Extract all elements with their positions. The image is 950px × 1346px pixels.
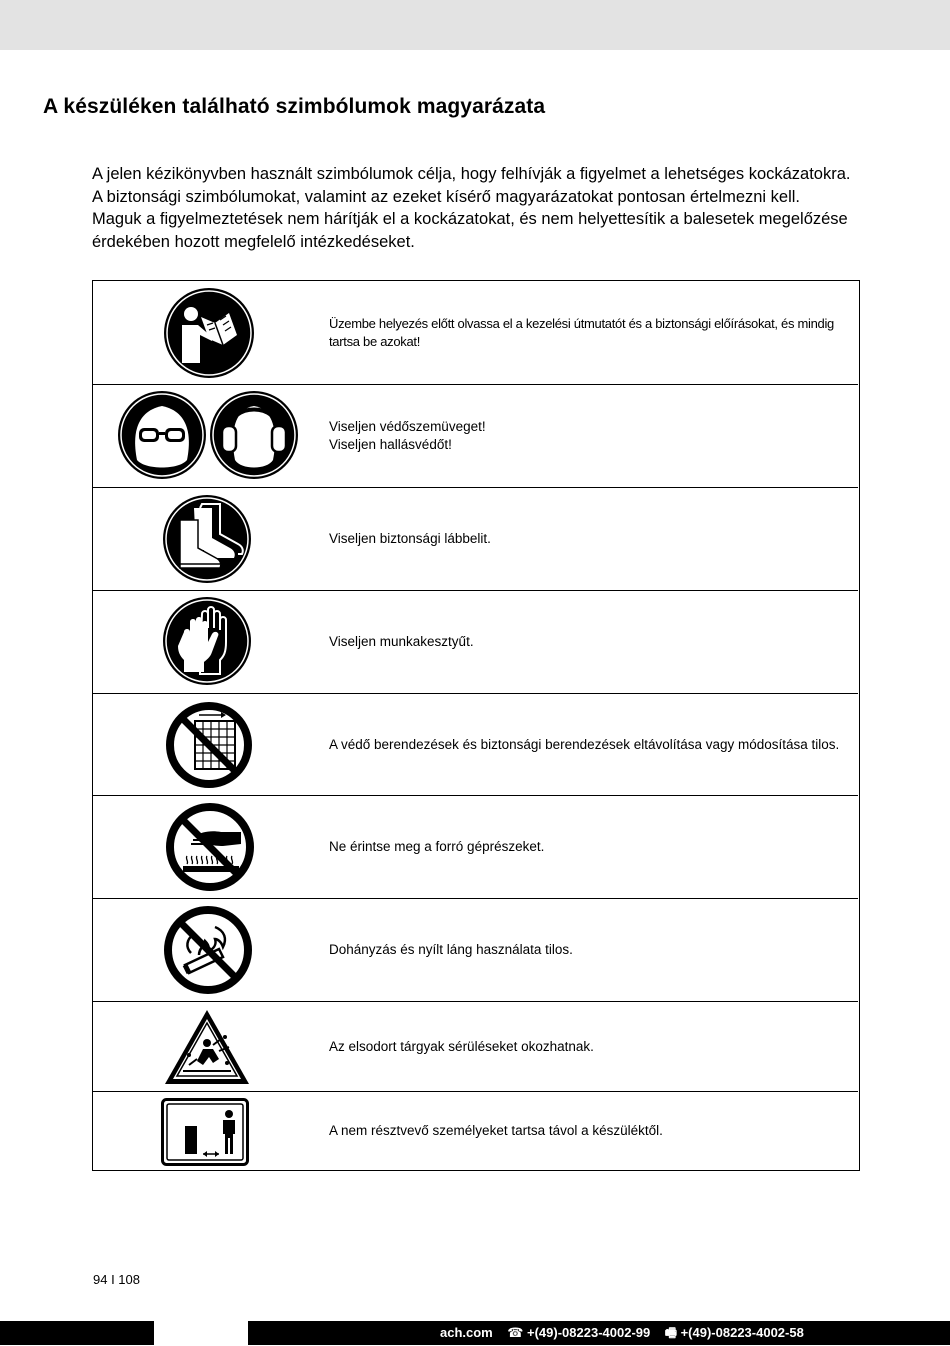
footer-fax: 🖷 +(49)-08223-4002-58	[664, 1325, 804, 1340]
goggles-icon	[117, 390, 207, 480]
footer-phone: ☎ +(49)-08223-4002-99	[507, 1325, 651, 1340]
symbol-row	[93, 385, 858, 488]
safety-boots-icon	[162, 494, 252, 584]
symbol-description: Az elsodort tárgyak sérüléseket okozhatnak.	[329, 1038, 594, 1054]
symbol-description: Viseljen védőszemüveget!	[329, 419, 486, 434]
symbol-row	[93, 694, 858, 796]
symbol-row	[93, 1002, 858, 1092]
symbol-description: Viseljen hallásvédőt!	[329, 437, 452, 452]
symbol-description: Viseljen munkakesztyűt.	[329, 634, 474, 649]
symbol-row	[93, 281, 858, 385]
ear-protection-icon	[209, 390, 299, 480]
read-manual-icon	[163, 287, 255, 379]
gloves-icon	[162, 596, 252, 686]
symbol-row	[93, 796, 858, 899]
symbol-row	[93, 591, 858, 694]
no-guard-removal-icon	[165, 701, 253, 789]
footer-website[interactable]: ach.com	[440, 1325, 493, 1340]
intro-paragraph: A jelen kézikönyvben használt szimbólumok célja, hogy felhívják a figyelmet a lehetséges kockázatokra. A biztonsági szimbólumokat, valamint az ezeket kísérő magyarázatokat pontosan értelmezni kell. Maguk a figyelmeztetések nem hárítják el a kockázatokat, és nem helyettesítik a balesetek megelőzése érdekében hozott megfelelő intézkedéseket.	[92, 165, 851, 251]
symbol-description: Üzembe helyezés előtt olvassa el a kezelési útmutatót és a biztonsági előírásokat, és mindig tartsa be azokat!	[329, 315, 834, 349]
no-smoking-open-flame-icon	[163, 905, 253, 995]
symbol-row	[93, 899, 858, 1002]
symbol-description: A védő berendezések és biztonsági berendezések eltávolítása vagy módosítása tilos.	[329, 736, 840, 752]
symbols-table	[92, 280, 860, 1171]
flying-objects-warning-icon	[163, 1007, 251, 1087]
top-bar	[0, 0, 950, 50]
symbol-description: Ne érintse meg a forró géprészeket.	[329, 839, 545, 854]
no-hot-surface-touch-icon	[165, 802, 255, 892]
symbol-description: Viseljen biztonsági lábbelit.	[329, 531, 491, 546]
symbol-description: Dohányzás és nyílt láng használata tilos.	[329, 942, 573, 957]
symbol-row	[93, 488, 858, 591]
page-number: 94 I 108	[93, 1272, 140, 1287]
footer-bar	[0, 1321, 950, 1345]
page-title: A készüléken található szimbólumok magyarázata	[43, 95, 546, 118]
symbol-description: A nem résztvevő személyeket tartsa távol a készüléktől.	[329, 1122, 663, 1138]
symbol-row	[93, 1092, 858, 1169]
keep-distance-icon	[161, 1098, 249, 1166]
